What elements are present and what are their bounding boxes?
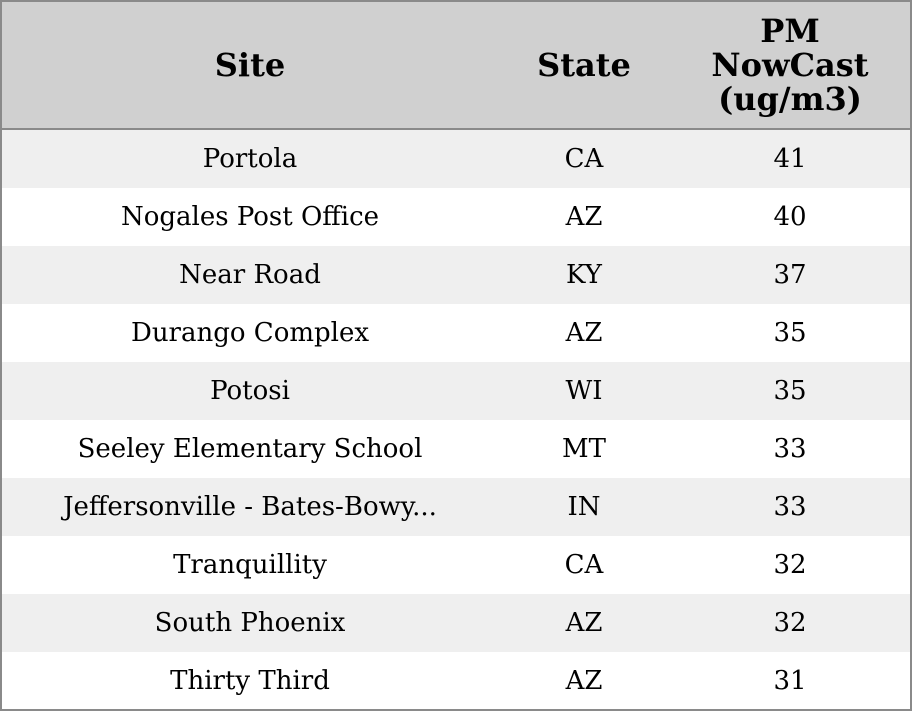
cell-pm-nowcast: 32 xyxy=(670,594,910,652)
cell-site: Durango Complex xyxy=(2,304,498,362)
table-row xyxy=(2,188,910,246)
cell-pm-nowcast: 37 xyxy=(670,246,910,304)
cell-pm-nowcast: 31 xyxy=(670,652,910,710)
table-row xyxy=(2,478,910,536)
cell-state: CA xyxy=(498,536,670,594)
column-header-state: State xyxy=(498,2,670,129)
cell-site: Thirty Third xyxy=(2,652,498,710)
cell-site: South Phoenix xyxy=(2,594,498,652)
table-row xyxy=(2,594,910,652)
data-table xyxy=(2,2,910,710)
cell-pm-nowcast: 32 xyxy=(670,536,910,594)
table-row xyxy=(2,536,910,594)
cell-state: IN xyxy=(498,478,670,536)
table-body xyxy=(2,129,910,710)
cell-state: AZ xyxy=(498,304,670,362)
cell-pm-nowcast: 35 xyxy=(670,304,910,362)
cell-state: KY xyxy=(498,246,670,304)
table-row xyxy=(2,129,910,188)
cell-site: Nogales Post Office xyxy=(2,188,498,246)
cell-state: MT xyxy=(498,420,670,478)
cell-site: Jeffersonville - Bates-Bowy... xyxy=(2,478,498,536)
cell-pm-nowcast: 33 xyxy=(670,478,910,536)
cell-pm-nowcast: 33 xyxy=(670,420,910,478)
cell-site: Potosi xyxy=(2,362,498,420)
cell-state: CA xyxy=(498,129,670,188)
cell-site: Portola xyxy=(2,129,498,188)
cell-state: AZ xyxy=(498,652,670,710)
cell-pm-nowcast: 40 xyxy=(670,188,910,246)
column-header-pm-nowcast: PM NowCast (ug/m3) xyxy=(670,2,910,129)
table-row xyxy=(2,420,910,478)
table-row xyxy=(2,362,910,420)
table-row xyxy=(2,246,910,304)
cell-site: Tranquillity xyxy=(2,536,498,594)
cell-pm-nowcast: 35 xyxy=(670,362,910,420)
cell-site: Seeley Elementary School xyxy=(2,420,498,478)
cell-pm-nowcast: 41 xyxy=(670,129,910,188)
cell-state: WI xyxy=(498,362,670,420)
column-header-site: Site xyxy=(2,2,498,129)
cell-state: AZ xyxy=(498,594,670,652)
table-row xyxy=(2,304,910,362)
header-row xyxy=(2,2,910,129)
table-header xyxy=(2,2,910,129)
cell-state: AZ xyxy=(498,188,670,246)
table-row xyxy=(2,652,910,710)
cell-site: Near Road xyxy=(2,246,498,304)
